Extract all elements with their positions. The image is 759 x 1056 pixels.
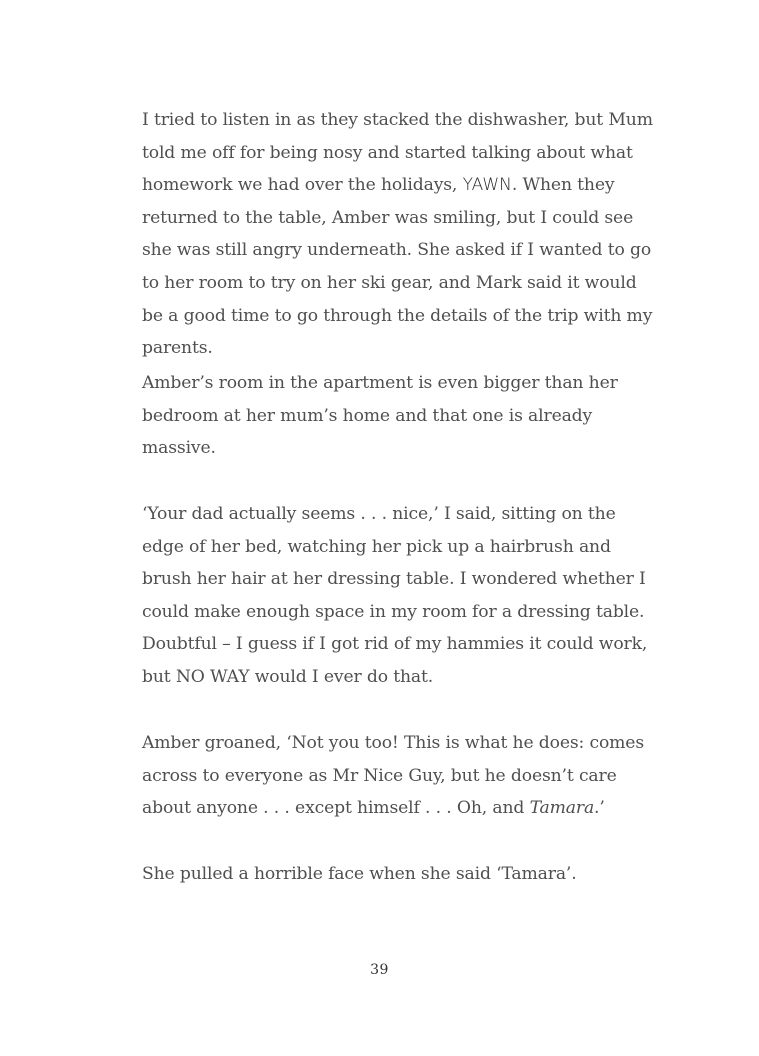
paragraph-text: . When they returned to the table, Amber was smiling, but I could see she was still angry underneath. She asked if I wanted to go to her room to try on her ski gear, and Mark said it would be a good time to go through the details of the trip with my parents. — [142, 175, 653, 359]
paragraph-amber-groaned — [142, 727, 662, 825]
paragraph-text: I tried to listen in as they stacked the dishwasher, but Mum told me off for being nosy and started talking about what homework we had over the holidays, — [142, 110, 653, 196]
paragraph-amber-room — [142, 367, 662, 465]
paragraph-horrible-face — [142, 858, 662, 891]
yawn-word: YAWN — [462, 175, 512, 196]
paragraph-text: Amber’s room in the apartment is even bigger than her bedroom at her mum’s home and that one is already massive. — [142, 373, 618, 459]
paragraph-dressing-table — [142, 498, 662, 694]
paragraph-text: ‘Your dad actually seems . . . nice,’ I said, sitting on the edge of her bed, watching her pick up a hairbrush and brush her hair at her dressing table. I wondered whether I could make enough space in my room for a dressing table. Doubtful – I guess if I got rid of my hammies it could work, but NO WAY would I ever do that. — [142, 504, 648, 687]
paragraph-text: She pulled a horrible face when she said ‘Tamara’. — [142, 864, 577, 884]
paragraph-text: .’ — [594, 798, 605, 819]
paragraph-dishwasher — [142, 104, 662, 365]
italic-name: Tamara — [529, 798, 595, 819]
page-number: 39 — [370, 962, 389, 978]
paragraph-text: Amber groaned, ‘Not you too! This is what he does: comes across to everyone as Mr Nice Guy, but he doesn’t care about anyone . . . except himself . . . Oh, and — [142, 733, 644, 819]
